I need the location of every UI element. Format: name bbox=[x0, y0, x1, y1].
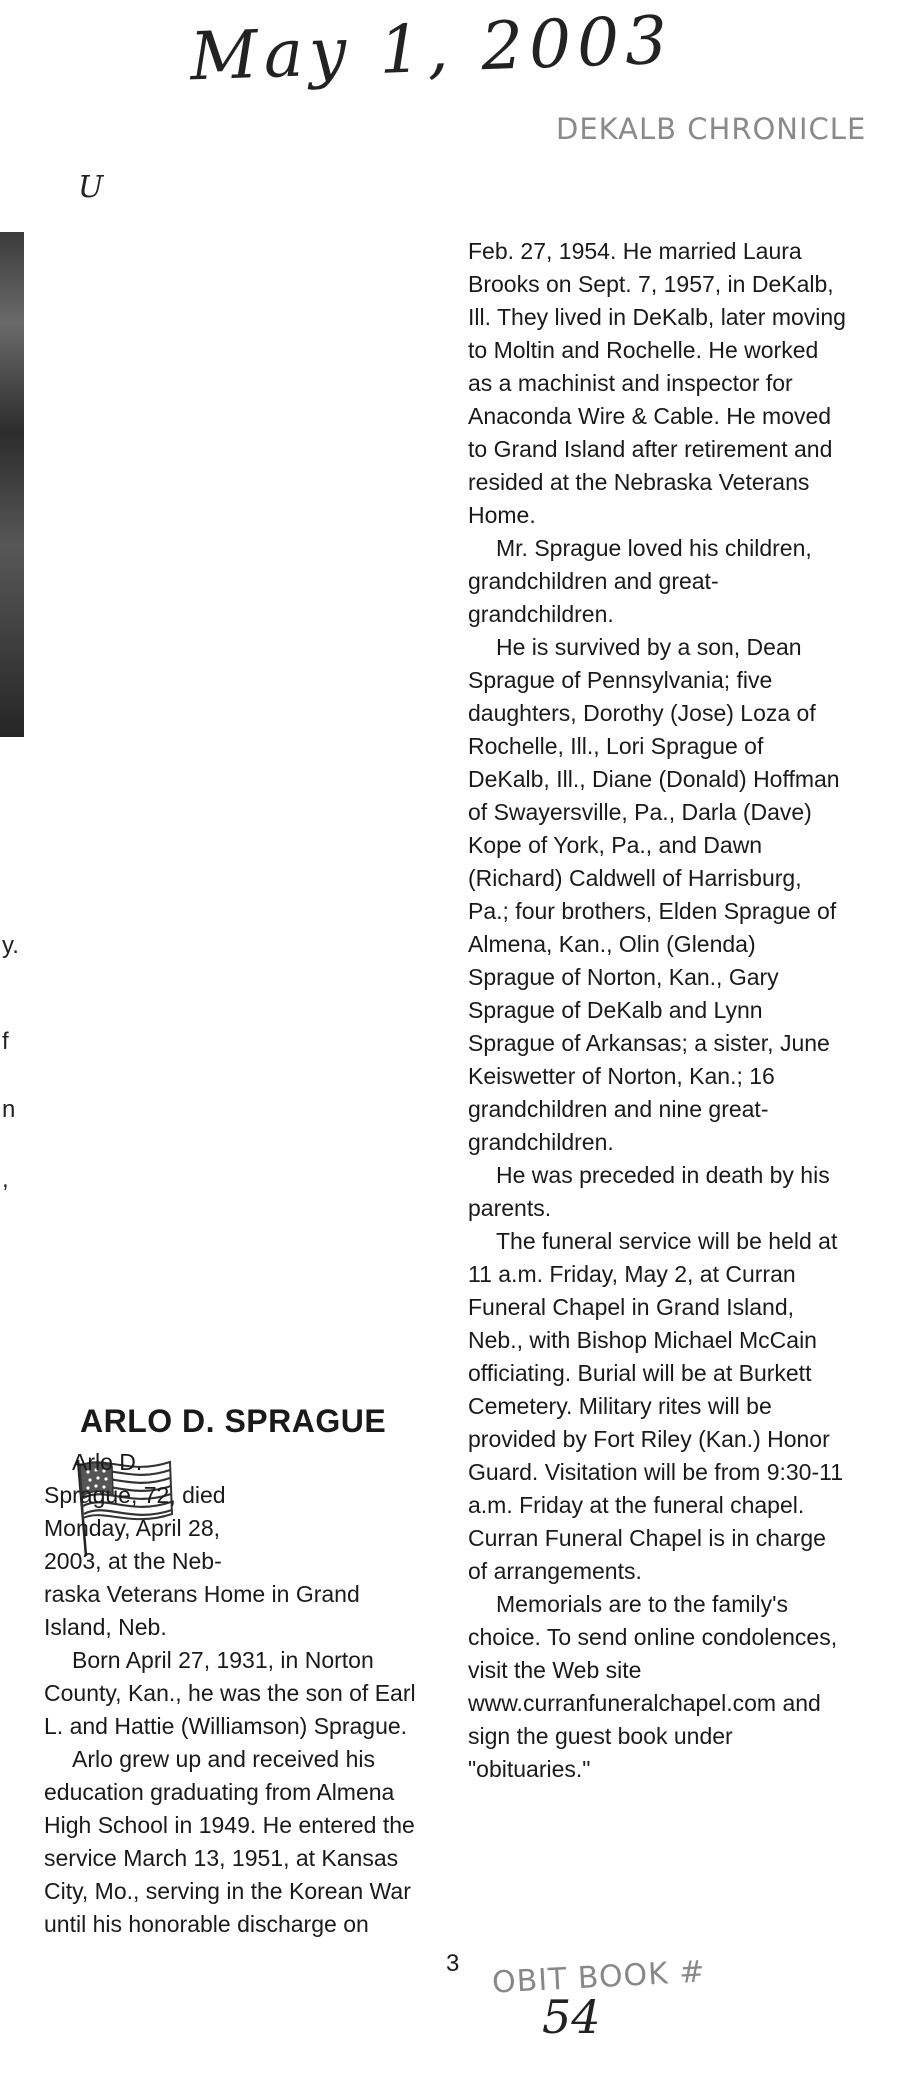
obit-book-number: 54 bbox=[542, 1990, 601, 2044]
obituary-headline: ARLO D. SPRAGUE bbox=[80, 1403, 387, 1439]
edge-fragment: n bbox=[2, 1096, 16, 1123]
edge-fragment: f bbox=[2, 1028, 9, 1055]
lead-line: 2003, at the Neb- bbox=[44, 1548, 222, 1574]
lead-line: Monday, April 28, bbox=[44, 1515, 221, 1541]
obit-book-stamp: OBIT BOOK # bbox=[491, 1954, 707, 2001]
lead-line: Arlo D. bbox=[72, 1449, 143, 1475]
handwritten-mark: U bbox=[78, 170, 104, 205]
page-number: 3 bbox=[446, 1950, 460, 1977]
lead-line: Sprague, 72, died bbox=[44, 1482, 226, 1508]
paragraph: The funeral service will be held at 11 a.m. Friday, May 2, at Curran Funeral Chapel in Grand Island, Neb., with Bishop Michael McCain officiating. Burial will be at Burkett Cemetery. Military rites will be provided by Fort Riley (Kan.) Honor Guard. Visitation will be from 9:30-11 a.m. Friday at the funeral chapel. Curran Funeral Chapel is in charge of arrangements. bbox=[468, 1228, 843, 1584]
paragraph: Mr. Sprague loved his children, grandchildren and great-grandchildren. bbox=[468, 535, 812, 627]
paragraph: Born April 27, 1931, in Norton County, Kan., he was the son of Earl L. and Hattie (Williamson) Sprague. bbox=[44, 1647, 416, 1739]
cropped-photo bbox=[0, 232, 24, 737]
paragraph: Arlo grew up and received his education graduating from Almena High School in 1949. He entered the service March 13, 1951, at Kansas City, Mo., serving in the Korean War until his honorable discharge on bbox=[44, 1746, 415, 1937]
paragraph: He is survived by a son, Dean Sprague of Pennsylvania; five daughters, Dorothy (Jose) Loza of Rochelle, Ill., Lori Sprague of DeKalb, Ill., Diane (Donald) Hoffman of Swayersville, Pa., Darla (Dave) Kope of York, Pa., and Dawn (Richard) Caldwell of Harrisburg, Pa.; four brothers, Elden Sprague of Almena, Kan., Olin (Glenda) Sprague of Norton, Kan., Gary Sprague of DeKalb and Lynn Sprague of Arkansas; a sister, June Keiswetter of Norton, Kan.; 16 grandchildren and nine great-grandchildren. bbox=[468, 634, 840, 1155]
obituary-left-column bbox=[44, 1446, 420, 1941]
paragraph: raska Veterans Home in Grand Island, Neb. bbox=[44, 1581, 360, 1640]
edge-fragment: , bbox=[2, 1166, 9, 1193]
obituary-right-column bbox=[468, 235, 848, 1786]
handwritten-date: May 1, 2003 bbox=[188, 1, 675, 96]
edge-fragment: y. bbox=[2, 932, 19, 959]
paragraph: Feb. 27, 1954. He married Laura Brooks on Sept. 7, 1957, in DeKalb, Ill. They lived in DeKalb, later moving to Moltin and Rochelle. He worked as a machinist and inspector for Anaconda Wire & Cable. He moved to Grand Island after retirement and resided at the Nebraska Veterans Home. bbox=[468, 238, 846, 528]
paragraph: He was preceded in death by his parents. bbox=[468, 1162, 830, 1221]
newspaper-name-stamp: DEKALB CHRONICLE bbox=[556, 112, 867, 146]
paragraph: Memorials are to the family's choice. To send online condolences, visit the Web site www.curranfuneralchapel.com and sign the guest book under "obituaries." bbox=[468, 1591, 838, 1782]
